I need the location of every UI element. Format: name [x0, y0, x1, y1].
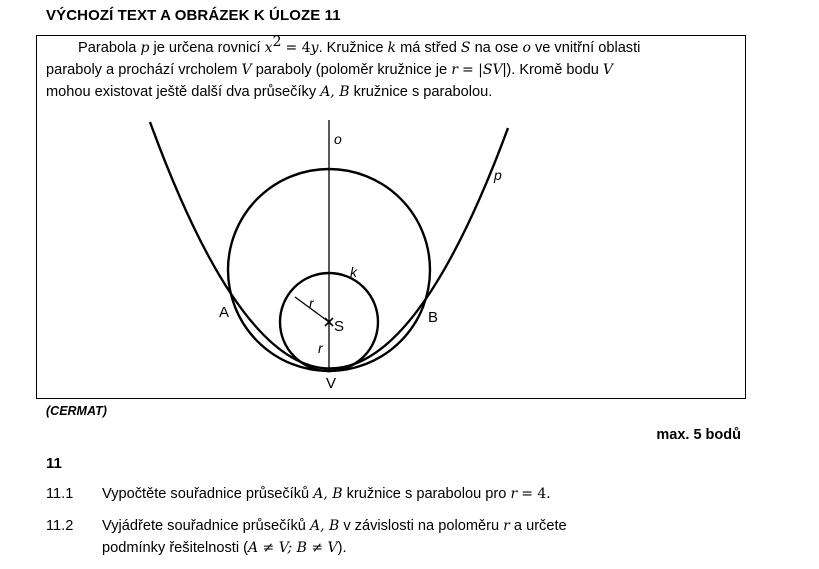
label-B: B — [428, 309, 439, 326]
task-number: 11.2 — [46, 518, 74, 534]
label-V: V — [326, 375, 337, 392]
label-r-lower: r — [318, 340, 323, 356]
task-text: Vypočtěte souřadnice průsečíků A, B kružnice s parabolou pro r = 4. — [102, 486, 551, 502]
intro-text: Parabola p je určena rovnicí $x^2 = 4y$. Kružnice k má střed S na ose o ve vnitřní oblasti paraboly a prochází vrcholem V paraboly (poloměr kružnice je r = |SV|). Kromě bodu V mohou existovat ještě další dva průsečíky A, B kružnice s parabolou. — [46, 34, 641, 100]
source-note: (CERMAT) — [46, 404, 107, 418]
task-number: 11.1 — [46, 486, 74, 502]
max-points: max. 5 bodů — [656, 427, 741, 443]
question-number: 11 — [46, 455, 62, 472]
label-r-upper: r — [309, 295, 314, 311]
section-heading: VÝCHOZÍ TEXT A OBRÁZEK K ÚLOZE 11 — [46, 7, 341, 24]
label-p: p — [494, 167, 502, 183]
label-S: S — [334, 318, 345, 335]
task-text: Vyjádřete souřadnice průsečíků A, B v závislosti na poloměru r a určete podmínky řešitelnosti (A ≠ V; B ≠ V). — [102, 518, 567, 556]
label-k: k — [350, 264, 357, 280]
label-A: A — [219, 304, 230, 321]
label-o: o — [334, 131, 342, 147]
